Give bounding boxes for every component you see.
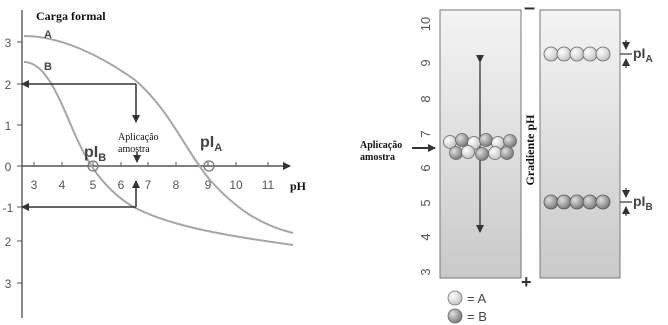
y-axis-title: Carga formal — [36, 9, 106, 23]
application-label-left-line1: Aplicação — [118, 132, 159, 143]
application-label-right-line1: Aplicação — [360, 140, 403, 151]
x-tick-label: 7 — [144, 178, 152, 192]
x-tick-label: 6 — [117, 178, 125, 192]
ph-scale-label: 6 — [418, 164, 433, 172]
y-tick-label: -1 — [2, 201, 14, 215]
cathode-minus-sign: – — [524, 0, 536, 19]
ph-scale-label: 7 — [418, 130, 433, 138]
pi-a-indicator — [620, 40, 632, 68]
y-tick-label: 3 — [4, 277, 12, 291]
pi-a-label: $pI_A$ — [200, 134, 223, 154]
application-label-right-line2: amostra — [360, 152, 395, 163]
application-label-left-line2: amostra — [118, 144, 150, 155]
x-tick-label: 11 — [261, 178, 275, 192]
ph-scale-label: 4 — [418, 233, 433, 241]
x-axis-title: pH — [290, 179, 307, 193]
pi-b-label: $pI_B$ — [84, 144, 107, 164]
y-tick-label: 3 — [4, 36, 12, 50]
y-tick-label: 2 — [4, 235, 12, 249]
ph-scale-label: 10 — [418, 16, 433, 32]
ph-scale-label: 3 — [418, 268, 433, 276]
anode-plus-sign: + — [521, 272, 532, 292]
ph-scale-label: 8 — [418, 95, 433, 103]
x-tick-label: 9 — [204, 178, 212, 192]
charge-vs-ph-plot — [3, 9, 307, 318]
band-b-beads — [544, 195, 610, 209]
legend-a-bead — [448, 291, 462, 305]
x-tick-label: 10 — [229, 178, 243, 192]
isoelectric-focusing-gels — [360, 0, 653, 324]
curve-b-label: B — [44, 61, 52, 73]
pi-a-right-label: $pI_A$ — [633, 45, 653, 65]
y-tick-label: 1 — [4, 119, 12, 133]
x-tick-label: 5 — [89, 178, 97, 192]
ph-scale-label: 5 — [418, 199, 433, 207]
x-tick-label: 3 — [30, 178, 38, 192]
pi-b-right-label: $pI_B$ — [633, 193, 653, 213]
legend-b-bead — [448, 309, 462, 323]
band-a-beads — [544, 47, 610, 61]
y-tick-label: 0 — [4, 160, 12, 174]
legend-a-label: = A — [467, 291, 487, 306]
legend-b-label: = B — [467, 309, 487, 324]
y-tick-label: 2 — [4, 78, 12, 92]
pi-b-indicator — [620, 188, 632, 216]
x-tick-label: 4 — [58, 178, 66, 192]
ph-scale-label: 9 — [418, 59, 433, 67]
curve-a-label: A — [44, 29, 52, 41]
x-tick-label: 8 — [172, 178, 180, 192]
y-tick-marks — [17, 42, 22, 283]
gradient-ph-label: Gradiente pH — [523, 114, 537, 186]
